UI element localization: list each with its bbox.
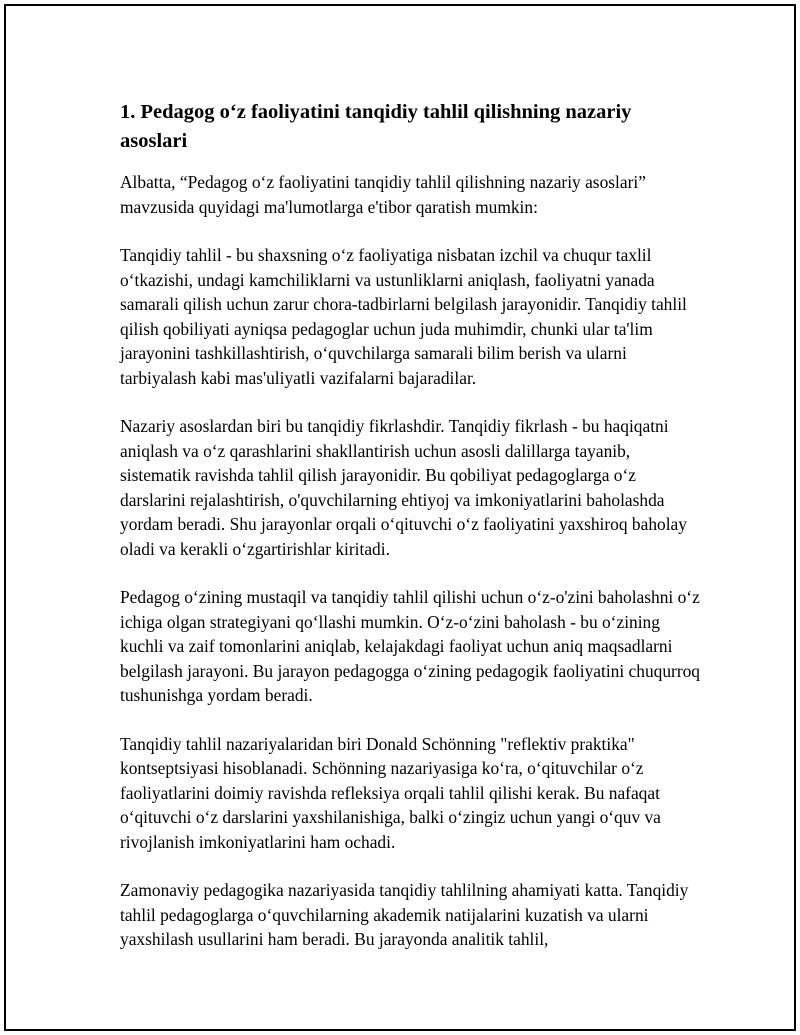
document-body (120, 98, 700, 976)
paragraph-critical-analysis: Tanqidiy tahlil - bu shaxsning o‘z faoliyatiga nisbatan izchil va chuqur taxlil o‘tkazishi, undagi kamchiliklarni va ustunliklarni aniqlash, faoliyatni yanada samarali qilish uchun zarur chora-tadbirlarni belgilash jarayonidir. Tanqidiy tahlil qilish qobiliyati ayniqsa pedagoglar uchun juda muhimdir, chunki ular ta'lim jarayonini tashkillashtirish, o‘quvchilarga samarali bilim berish va ularni tarbiyalash kabi mas'uliyatli vazifalarni bajaradilar. (120, 245, 687, 388)
paragraph-critical-thinking: Nazariy asoslardan biri bu tanqidiy fikrlashdir. Tanqidiy fikrlash - bu haqiqatni aniqlash va o‘z qarashlarini shakllantirish uchun asosli dalillarga tayanib, sistematik ravishda tahlil qilish jarayonidir. Bu qobiliyat pedagoglarga o‘z darslarini rejalashtirish, o'quvchilarning ehtiyoj va imkoniyatlarini baholashda yordam beradi. Shu jarayonlar orqali o‘qituvchi o‘z faoliyatini yaxshiroq baholay oladi va kerakli o‘zgartirishlar kiritadi. (120, 416, 687, 559)
paragraph-self-assessment: Pedagog o‘zining mustaqil va tanqidiy tahlil qilishi uchun o‘z-o'zini baholashni o‘z ichiga olgan strategiyani qo‘llashi mumkin. O‘z-o‘zini baholash - bu o‘zining kuchli va zaif tomonlarini aniqlab, kelajakdagi faoliyat uchun aniq maqsadlarni belgilash jarayoni. Bu jarayon pedagogga o‘zining pedagogik faoliyatini chuqurroq tushunishga yordam beradi. (120, 587, 701, 705)
document-page (4, 4, 796, 1031)
paragraph-intro: Albatta, “Pedagog o‘z faoliyatini tanqidiy tahlil qilishning nazariy asoslari” mavzusida quyidagi ma'lumotlarga e'tibor qaratish mumkin: (120, 172, 646, 217)
paragraph-reflective-practice: Tanqidiy tahlil nazariyalaridan biri Donald Schönning "reflektiv praktika" kontseptsiyasi hisoblanadi. Schönning nazariyasiga ko‘ra, o‘qituvchilar o‘z faoliyatlarini doimiy ravishda refleksiya orqali tahlil qilishi kerak. Bu nafaqat o‘qituvchi o‘z darslarini yaxshilanishiga, balki o‘zingiz uchun yangi o‘quv va rivojlanish imkoniyatlarini ham ochadi. (120, 733, 661, 852)
paragraph-modern-pedagogy: Zamonaviy pedagogika nazariyasida tanqidiy tahlilning ahamiyati katta. Tanqidiy tahlil pedagoglarga o‘quvchilarning akademik natijalarini kuzatish va ularni yaxshilash usullarini ham beradi. Bu jarayonda analitik tahlil, (120, 880, 689, 949)
section-heading: 1. Pedagog o‘z faoliyatini tanqidiy tahlil qilishning nazariy asoslari (120, 101, 632, 152)
